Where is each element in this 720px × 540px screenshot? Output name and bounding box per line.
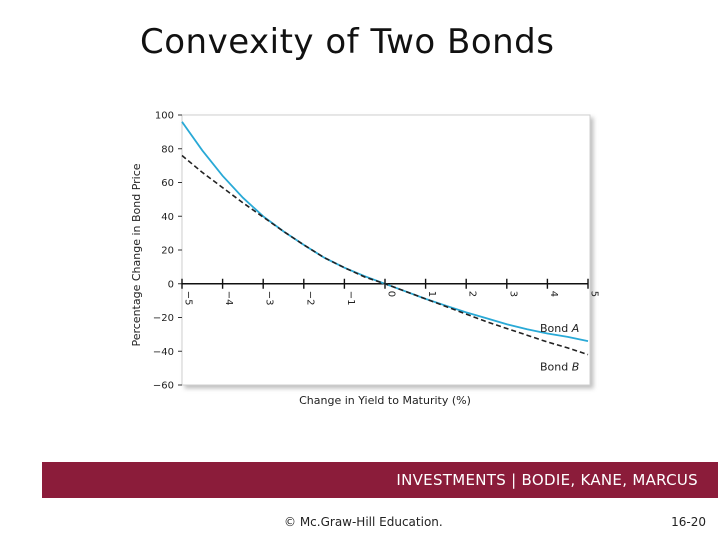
- x-axis-label: Change in Yield to Maturity (%): [299, 394, 471, 407]
- footer-banner: [42, 462, 718, 498]
- y-axis-label: Percentage Change in Bond Price: [130, 163, 143, 347]
- y-tick-label: −40: [152, 346, 174, 358]
- x-tick-label: 4: [547, 290, 559, 298]
- plot-panel: [182, 115, 590, 385]
- y-tick-label: 100: [154, 110, 174, 122]
- copyright-text: © Mc.Graw-Hill Education.: [284, 515, 443, 529]
- y-tick-label: 40: [161, 211, 174, 223]
- y-tick-label: −20: [152, 313, 174, 324]
- x-tick-label: −3: [263, 290, 275, 306]
- page-number: 16-20: [671, 515, 706, 529]
- banner-text: INVESTMENTS | BODIE, KANE, MARCUS: [396, 471, 698, 489]
- x-tick-label: −5: [182, 290, 194, 306]
- x-tick-label: 3: [507, 290, 519, 298]
- y-tick-label: 20: [161, 245, 174, 257]
- x-tick-label: 1: [426, 290, 438, 298]
- x-tick-label: 5: [588, 290, 600, 298]
- x-tick-label: 2: [466, 290, 478, 298]
- series-label: Bond B: [540, 360, 580, 374]
- series-label: Bond A: [540, 322, 580, 336]
- chart: [120, 100, 600, 420]
- x-tick-label: −4: [223, 290, 235, 306]
- slide-title: Convexity of Two Bonds: [140, 22, 555, 62]
- chart-svg: [120, 100, 600, 420]
- x-tick-label: 0: [385, 290, 397, 298]
- y-tick-label: 60: [161, 178, 174, 189]
- y-tick-label: 80: [161, 144, 174, 156]
- x-tick-label: −2: [304, 290, 316, 306]
- x-tick-label: −1: [344, 290, 356, 306]
- y-tick-label: 0: [167, 279, 174, 291]
- y-tick-label: −60: [152, 380, 174, 392]
